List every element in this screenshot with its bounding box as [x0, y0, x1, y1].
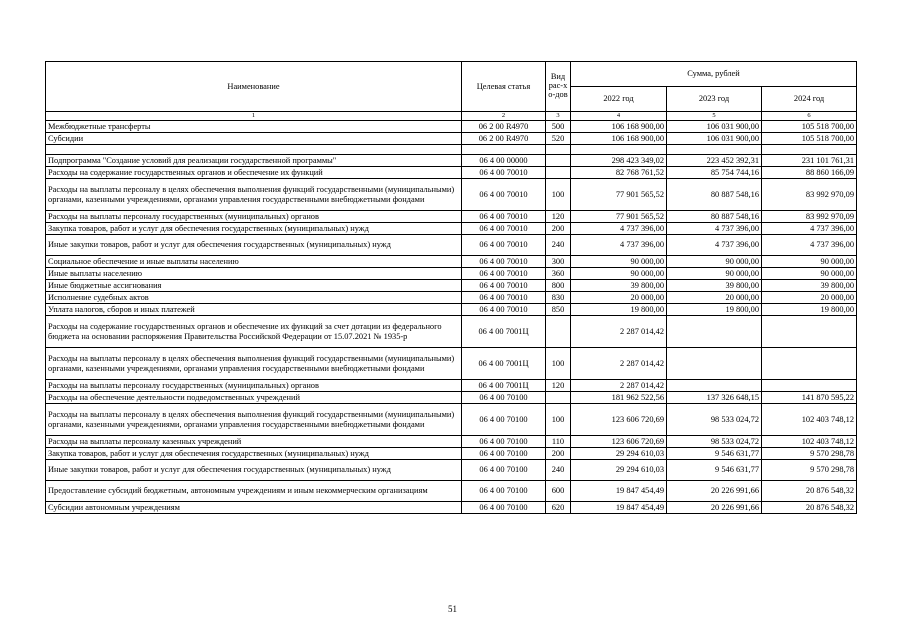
row-value-2022: 90 000,00	[571, 256, 667, 268]
row-name: Уплата налогов, сборов и иных платежей	[46, 304, 462, 316]
row-type: 240	[546, 235, 571, 256]
row-value-2022: 90 000,00	[571, 268, 667, 280]
row-type: 850	[546, 304, 571, 316]
row-name: Расходы на содержание государственных органов и обеспечение их функций	[46, 167, 462, 179]
row-value-2024: 90 000,00	[762, 256, 857, 268]
row-value-2023: 39 800,00	[667, 280, 762, 292]
row-value-2022: 29 294 610,03	[571, 448, 667, 460]
row-code: 06 2 00 R4970	[462, 133, 546, 145]
row-value-2023: 98 533 024,72	[667, 404, 762, 436]
row-value-2022: 2 287 014,42	[571, 348, 667, 380]
row-type	[546, 392, 571, 404]
row-value-2023: 85 754 744,16	[667, 167, 762, 179]
row-value-2024: 20 000,00	[762, 292, 857, 304]
row-value-2024: 102 403 748,12	[762, 436, 857, 448]
row-name: Межбюджетные трансферты	[46, 121, 462, 133]
row-code: 06 4 00 7001Ц	[462, 348, 546, 380]
header-year-2024: 2024 год	[762, 87, 857, 112]
row-value-2024: 83 992 970,09	[762, 179, 857, 211]
row-value-2023	[667, 316, 762, 348]
row-value-2024: 83 992 970,09	[762, 211, 857, 223]
row-type	[546, 316, 571, 348]
row-type: 800	[546, 280, 571, 292]
row-value-2023: 9 546 631,77	[667, 460, 762, 481]
row-value-2023	[667, 348, 762, 380]
row-code: 06 4 00 70010	[462, 223, 546, 235]
row-type	[546, 155, 571, 167]
table-row	[46, 256, 857, 268]
row-type	[546, 167, 571, 179]
row-name: Иные закупки товаров, работ и услуг для обеспечения государственных (муниципальных) нужд	[46, 235, 462, 256]
row-name: Расходы на обеспечение деятельности подведомственных учреждений	[46, 392, 462, 404]
table-row	[46, 392, 857, 404]
row-value-2022: 123 606 720,69	[571, 436, 667, 448]
table-row	[46, 448, 857, 460]
table-row	[46, 133, 857, 145]
spacer-row	[46, 145, 857, 155]
row-type: 110	[546, 436, 571, 448]
row-type: 240	[546, 460, 571, 481]
row-type: 500	[546, 121, 571, 133]
table-row	[46, 502, 857, 514]
row-code: 06 4 00 70010	[462, 268, 546, 280]
column-index: 4	[571, 112, 667, 121]
row-value-2022: 82 768 761,52	[571, 167, 667, 179]
row-value-2024: 4 737 396,00	[762, 235, 857, 256]
column-index: 2	[462, 112, 546, 121]
row-value-2024	[762, 380, 857, 392]
table-row	[46, 304, 857, 316]
row-code: 06 4 00 70100	[462, 436, 546, 448]
row-value-2023: 90 000,00	[667, 256, 762, 268]
row-value-2023: 80 887 548,16	[667, 211, 762, 223]
row-code: 06 4 00 70100	[462, 404, 546, 436]
row-type: 100	[546, 404, 571, 436]
row-type: 200	[546, 448, 571, 460]
header-year-2022: 2022 год	[571, 87, 667, 112]
row-value-2023: 90 000,00	[667, 268, 762, 280]
row-type: 600	[546, 481, 571, 502]
row-name: Предоставление субсидий бюджетным, автономным учреждениям и иным некоммерческим организациям	[46, 481, 462, 502]
row-code: 06 4 00 70100	[462, 392, 546, 404]
row-value-2022: 106 168 900,00	[571, 133, 667, 145]
column-index: 3	[546, 112, 571, 121]
row-value-2022: 39 800,00	[571, 280, 667, 292]
row-value-2024: 19 800,00	[762, 304, 857, 316]
row-value-2023: 4 737 396,00	[667, 223, 762, 235]
row-value-2024: 90 000,00	[762, 268, 857, 280]
row-name: Закупка товаров, работ и услуг для обеспечения государственных (муниципальных) нужд	[46, 223, 462, 235]
table-row	[46, 167, 857, 179]
row-code: 06 2 00 R4970	[462, 121, 546, 133]
subprogram-row	[46, 155, 857, 167]
row-code: 06 4 00 70010	[462, 179, 546, 211]
row-name: Закупка товаров, работ и услуг для обеспечения государственных (муниципальных) нужд	[46, 448, 462, 460]
row-type: 100	[546, 179, 571, 211]
row-value-2022: 2 287 014,42	[571, 380, 667, 392]
row-value-2022: 181 962 522,56	[571, 392, 667, 404]
row-name: Расходы на выплаты персоналу в целях обеспечения выполнения функций государственными (муниципальными) органами, казенными учреждениями, органами управления государственными внебюджетными фондами	[46, 179, 462, 211]
row-value-2022: 19 800,00	[571, 304, 667, 316]
table-row	[46, 460, 857, 481]
row-value-2024: 4 737 396,00	[762, 223, 857, 235]
row-value-2022: 106 168 900,00	[571, 121, 667, 133]
column-index: 1	[46, 112, 462, 121]
table-row	[46, 223, 857, 235]
row-type: 120	[546, 211, 571, 223]
row-name: Субсидии автономным учреждениям	[46, 502, 462, 514]
row-type: 620	[546, 502, 571, 514]
row-type: 120	[546, 380, 571, 392]
row-value-2023: 20 000,00	[667, 292, 762, 304]
row-type: 200	[546, 223, 571, 235]
header-row	[46, 62, 857, 87]
row-value-2024: 20 876 548,32	[762, 481, 857, 502]
header-year-2023: 2023 год	[667, 87, 762, 112]
row-code: 06 4 00 70010	[462, 167, 546, 179]
row-value-2023: 98 533 024,72	[667, 436, 762, 448]
row-code: 06 4 00 70010	[462, 256, 546, 268]
row-value-2023: 4 737 396,00	[667, 235, 762, 256]
table-row	[46, 211, 857, 223]
row-value-2022: 20 000,00	[571, 292, 667, 304]
row-type: 360	[546, 268, 571, 280]
row-value-2022: 77 901 565,52	[571, 211, 667, 223]
row-value-2024: 105 518 700,00	[762, 121, 857, 133]
row-code: 06 4 00 70100	[462, 460, 546, 481]
row-value-2024: 102 403 748,12	[762, 404, 857, 436]
page-number: 51	[448, 604, 457, 614]
header-sum: Сумма, рублей	[571, 62, 857, 87]
row-name: Субсидии	[46, 133, 462, 145]
row-code: 06 4 00 70010	[462, 211, 546, 223]
row-name: Социальное обеспечение и иные выплаты населению	[46, 256, 462, 268]
row-code: 06 4 00 70100	[462, 502, 546, 514]
row-code: 06 4 00 70100	[462, 481, 546, 502]
row-name: Подпрограмма "Создание условий для реализации государственной программы"	[46, 155, 462, 167]
row-code: 06 4 00 70100	[462, 448, 546, 460]
row-name: Иные выплаты населению	[46, 268, 462, 280]
row-value-2022: 19 847 454,49	[571, 481, 667, 502]
row-value-2023	[667, 380, 762, 392]
row-value-2024: 9 570 298,78	[762, 460, 857, 481]
row-value-2022: 29 294 610,03	[571, 460, 667, 481]
row-code: 06 4 00 70010	[462, 235, 546, 256]
row-name: Расходы на содержание государственных органов и обеспечение их функций за счет дотации из федерального бюджета на основании распоряжения Правительства Российской Федерации от 15.07.2021 № 1935-р	[46, 316, 462, 348]
row-value-2023: 137 326 648,15	[667, 392, 762, 404]
row-value-2024: 231 101 761,31	[762, 155, 857, 167]
table-row	[46, 481, 857, 502]
table-row	[46, 316, 857, 348]
budget-table	[45, 61, 857, 514]
row-value-2023: 20 226 991,66	[667, 502, 762, 514]
row-code: 06 4 00 7001Ц	[462, 380, 546, 392]
row-value-2022: 4 737 396,00	[571, 223, 667, 235]
table-row	[46, 280, 857, 292]
column-index-row	[46, 112, 857, 121]
row-value-2022: 2 287 014,42	[571, 316, 667, 348]
header-type: Вид рас-хо-дов	[546, 62, 571, 112]
row-code: 06 4 00 70010	[462, 304, 546, 316]
row-value-2023: 9 546 631,77	[667, 448, 762, 460]
column-index: 5	[667, 112, 762, 121]
table-row	[46, 268, 857, 280]
row-value-2024: 9 570 298,78	[762, 448, 857, 460]
table-row	[46, 179, 857, 211]
row-value-2022: 77 901 565,52	[571, 179, 667, 211]
row-value-2024: 39 800,00	[762, 280, 857, 292]
table-row	[46, 348, 857, 380]
row-value-2022: 298 423 349,02	[571, 155, 667, 167]
header-name: Наименование	[46, 62, 462, 112]
row-value-2024	[762, 316, 857, 348]
table-row	[46, 404, 857, 436]
row-value-2023: 80 887 548,16	[667, 179, 762, 211]
row-type: 300	[546, 256, 571, 268]
row-value-2022: 19 847 454,49	[571, 502, 667, 514]
row-code: 06 4 00 70010	[462, 292, 546, 304]
row-name: Иные закупки товаров, работ и услуг для обеспечения государственных (муниципальных) нужд	[46, 460, 462, 481]
row-name: Расходы на выплаты персоналу в целях обеспечения выполнения функций государственными (муниципальными) органами, казенными учреждениями, органами управления государственными внебюджетными фондами	[46, 404, 462, 436]
row-value-2024: 20 876 548,32	[762, 502, 857, 514]
row-type: 520	[546, 133, 571, 145]
table-row	[46, 292, 857, 304]
row-value-2023: 106 031 900,00	[667, 121, 762, 133]
row-code: 06 4 00 7001Ц	[462, 316, 546, 348]
table-row	[46, 436, 857, 448]
table-row	[46, 235, 857, 256]
row-value-2023: 20 226 991,66	[667, 481, 762, 502]
row-value-2024	[762, 348, 857, 380]
row-type: 830	[546, 292, 571, 304]
row-type: 100	[546, 348, 571, 380]
row-name: Расходы на выплаты персоналу государственных (муниципальных) органов	[46, 211, 462, 223]
column-index: 6	[762, 112, 857, 121]
row-value-2023: 106 031 900,00	[667, 133, 762, 145]
table-row	[46, 380, 857, 392]
row-value-2024: 88 860 166,09	[762, 167, 857, 179]
row-value-2022: 123 606 720,69	[571, 404, 667, 436]
row-value-2023: 223 452 392,31	[667, 155, 762, 167]
row-name: Расходы на выплаты персоналу казенных учреждений	[46, 436, 462, 448]
row-name: Исполнение судебных актов	[46, 292, 462, 304]
row-code: 06 4 00 00000	[462, 155, 546, 167]
row-value-2024: 105 518 700,00	[762, 133, 857, 145]
row-name: Расходы на выплаты персоналу в целях обеспечения выполнения функций государственными (муниципальными) органами, казенными учреждениями, органами управления государственными внебюджетными фондами	[46, 348, 462, 380]
table-body	[46, 121, 857, 514]
row-name: Расходы на выплаты персоналу государственных (муниципальных) органов	[46, 380, 462, 392]
header-target: Целевая статья	[462, 62, 546, 112]
row-name: Иные бюджетные ассигнования	[46, 280, 462, 292]
row-code: 06 4 00 70010	[462, 280, 546, 292]
row-value-2023: 19 800,00	[667, 304, 762, 316]
table-row	[46, 121, 857, 133]
row-value-2022: 4 737 396,00	[571, 235, 667, 256]
row-value-2024: 141 870 595,22	[762, 392, 857, 404]
